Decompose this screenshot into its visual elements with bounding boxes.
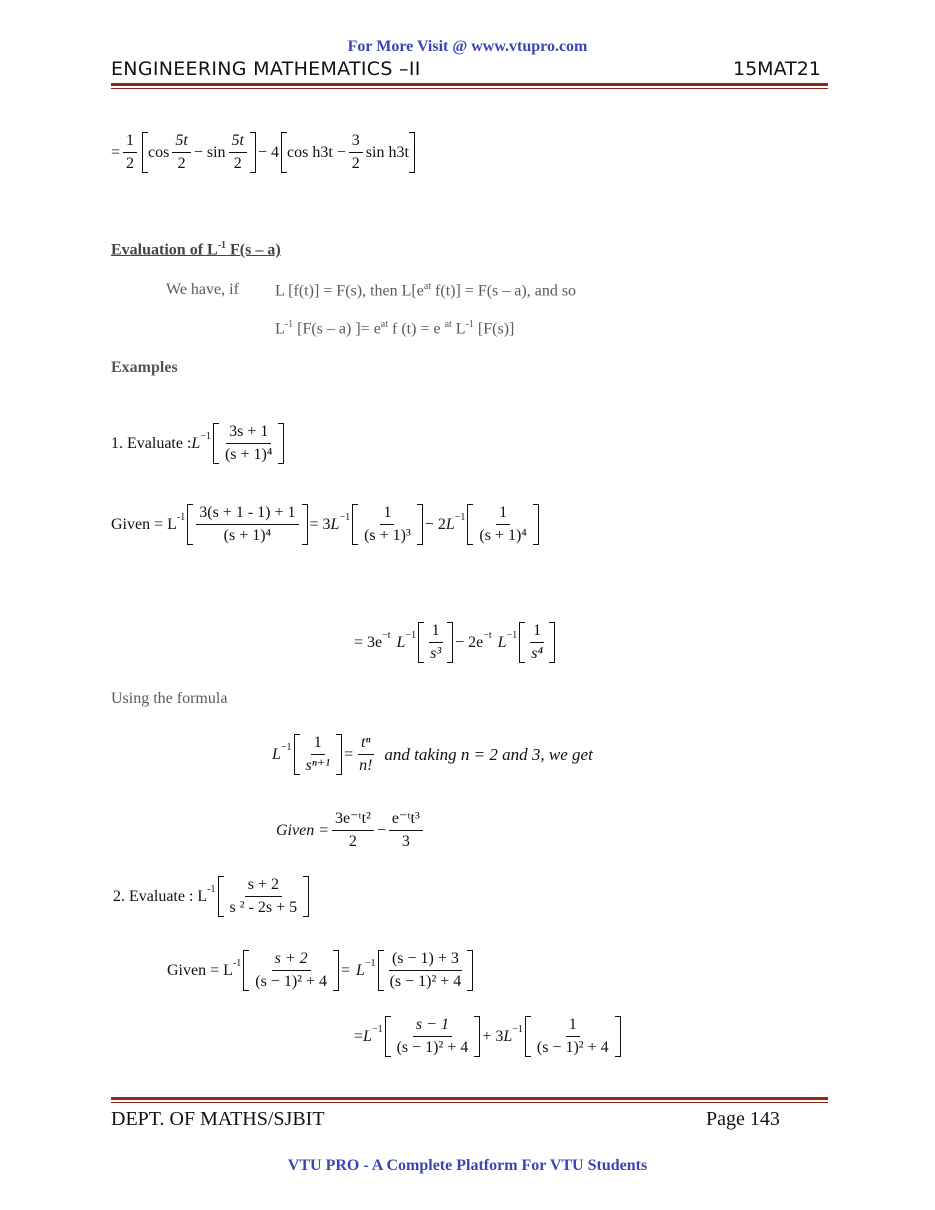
footer-promo-note[interactable]: VTU PRO - A Complete Platform For VTU Students [287,1157,648,1174]
frac-num: 1 [566,1016,580,1037]
fraction-3-2 [349,132,363,173]
section-heading [111,240,281,259]
laplace-L: L [272,745,281,763]
laplace-L: L [445,515,455,533]
frac-num: e⁻ᵗt³ [389,810,423,831]
heading-text: Evaluation of L [111,241,218,259]
laplace-sup: −1 [512,1024,523,1035]
example-1-statement [111,423,286,464]
bracket-ex2-step-1 [385,1016,481,1057]
example-2-given [167,950,475,991]
frac-den: s³ [430,645,442,662]
heading-sup: -1 [217,240,227,251]
examples-heading: Examples [111,359,178,376]
example-2-statement [113,876,311,917]
minus-sign: − [376,821,386,839]
laplace-sup: -1 [207,884,216,895]
frac-num: 1 [123,132,137,153]
footer-rule-thin [111,1102,828,1103]
fraction-given-1 [196,504,298,545]
given-label: Given = L [111,515,177,533]
given-sup: -1 [176,512,186,523]
rule-sup: -1 [465,319,474,330]
frac-den: s⁴ [531,645,544,662]
example-label: 1. Evaluate : [111,434,192,452]
rule-part: [F(s – a) ]= e [293,320,381,338]
example-label: 2. Evaluate : L [113,887,208,905]
bracket-1 [142,132,256,173]
frac-den: (s − 1)² + 4 [255,973,327,990]
inverse-rule-text [275,319,514,338]
bracket-2 [281,132,415,173]
rule-part: [F(s)] [473,320,515,338]
fraction-ex2-step-2 [534,1016,612,1057]
laplace-sup: −1 [506,630,518,641]
equation-line-1 [111,132,417,173]
fraction-1-s3 [427,622,444,663]
fraction-ex2-given-2 [387,950,465,991]
rule-sup: at [444,319,452,330]
header-course-code: 15MAT21 [733,58,821,80]
bracket-ex2-step-2 [525,1016,621,1057]
fraction-5t-2b [229,132,247,173]
frac-den: 2 [351,155,360,172]
example-1-result [276,810,426,851]
eq-three: = 3 [309,515,331,533]
frac-den: (s + 1)⁴ [224,446,273,463]
coef-3e: = 3e [354,633,383,651]
fraction-1-s4 [528,622,546,663]
frac-den: (s + 1)³ [364,527,411,544]
formula-line [272,734,593,775]
fraction-half [123,132,137,173]
frac-num: 1 [496,504,510,525]
frac-den: 2 [233,155,242,172]
given-sup: -1 [232,958,242,969]
heading-text-post: F(s – a) [226,241,281,259]
bracket-given-2 [352,504,423,545]
cos-text: cos [148,143,170,161]
laplace-L: L [191,434,201,452]
eq-sign: = [340,961,351,979]
frac-num: s − 1 [413,1016,452,1037]
footer-department: DEPT. OF MATHS/SJBIT [111,1108,325,1130]
frac-num: 1 [530,622,544,643]
frac-num: s + 2 [245,876,282,897]
laplace-sup: −1 [371,1024,383,1035]
laplace-L: L [497,633,507,651]
frac-num: 3s + 1 [226,423,271,444]
bracket-step-2 [519,622,555,663]
example-2-step-2 [354,1016,623,1057]
header-title: ENGINEERING MATHEMATICS –II [111,58,421,80]
frac-num: 1 [380,504,394,525]
minus-four: − 4 [257,143,279,161]
frac-den: 2 [126,155,135,172]
frac-den: (s − 1)² + 4 [389,973,462,990]
rule-sup: -1 [284,319,294,330]
bracket-formula [294,734,343,775]
rule-part: L [275,320,285,338]
eq-sign: = [344,745,354,763]
bracket-ex2-given-2 [378,950,474,991]
formula-text: and taking n = 2 and 3, we get [384,744,593,764]
fraction-given-2 [361,504,414,545]
bracket-ex2-given-1 [243,950,339,991]
frac-num: tⁿ [358,734,373,755]
fraction-result-1 [332,810,374,851]
rule-part: L [f(t)] = F(s), then L[e [275,282,424,300]
frac-den: (s − 1)² + 4 [396,1039,469,1056]
cosh-text: cos h3t − [287,143,346,161]
bracket-step-1 [418,622,453,663]
minus-two: − 2 [424,515,446,533]
laplace-L: L [396,633,406,651]
frac-den: 3 [401,833,410,850]
exp-sup: −t [382,630,391,641]
frac-den: (s + 1)⁴ [479,527,527,544]
frac-den: sⁿ⁺¹ [305,757,331,774]
frac-num: 5t [229,132,247,153]
frac-num: 1 [429,622,443,643]
frac-den: n! [359,757,373,774]
example-1-step-2 [354,622,557,663]
frac-den: (s + 1)⁴ [223,527,272,544]
laplace-sup: −1 [364,958,376,969]
laplace-L: L [356,961,365,979]
exp-sup: −t [483,630,492,641]
rule-sup: at [423,281,432,292]
result-given: Given = [276,821,329,839]
frac-num: s + 2 [272,950,311,971]
fraction-tn-nfact [356,734,375,775]
frac-den: (s − 1)² + 4 [536,1039,609,1056]
footer-rule-thick [111,1097,828,1100]
bracket-given-3 [467,504,538,545]
frac-num: (s − 1) + 3 [389,950,462,971]
we-have-text: We have, if [166,281,239,298]
given-label: Given = L [167,961,233,979]
header-rule-thick [111,83,828,86]
laplace-L: L [363,1027,372,1045]
frac-num: 3(s + 1 - 1) + 1 [196,504,298,525]
bracket-given-1 [187,504,307,545]
frac-num: 5t [172,132,190,153]
header-rule-thin [111,88,828,89]
coef-2e: − 2e [455,633,484,651]
header-visit-link[interactable]: For More Visit @ www.vtupro.com [347,38,588,55]
laplace-L: L [330,515,340,533]
frac-den: s ² - 2s + 5 [229,899,298,916]
fraction-given-3 [476,504,529,545]
bracket-ex1 [213,423,284,464]
example-1-given [111,504,541,545]
fraction-5t-2 [172,132,190,173]
footer-page-number: Page 143 [706,1108,780,1130]
fraction-ex2-given-1 [252,950,330,991]
eq-sign: = [354,1027,364,1045]
laplace-sup: −1 [405,630,417,641]
fraction-result-2 [389,810,423,851]
frac-num: 3 [349,132,363,153]
fraction-ex2-step-1 [394,1016,472,1057]
rule-sup: at [380,319,389,330]
frac-den: 2 [348,833,357,850]
rule-part: f (t) = e [388,320,445,338]
shift-rule-text [275,281,576,300]
laplace-sup: −1 [339,512,351,523]
bracket-ex2 [218,876,310,917]
minus-sin-text: − sin [193,143,226,161]
frac-num: 1 [311,734,325,755]
rule-part: f(t)] = F(s – a), and so [431,282,577,300]
rule-part: L [451,320,466,338]
laplace-sup: −1 [200,431,211,442]
frac-num: 3e⁻ᵗt² [332,810,374,831]
laplace-sup: −1 [454,512,466,523]
sinh-text: sin h3t [365,143,409,161]
frac-den: 2 [177,155,186,172]
laplace-L: L [503,1027,513,1045]
laplace-sup: −1 [280,742,292,753]
plus-three: + 3 [482,1027,504,1045]
fraction-ex2 [227,876,301,917]
fraction-ex1 [222,423,275,464]
using-formula-text: Using the formula [111,690,228,707]
eq-sign: = [111,143,121,161]
fraction-formula [303,734,334,775]
